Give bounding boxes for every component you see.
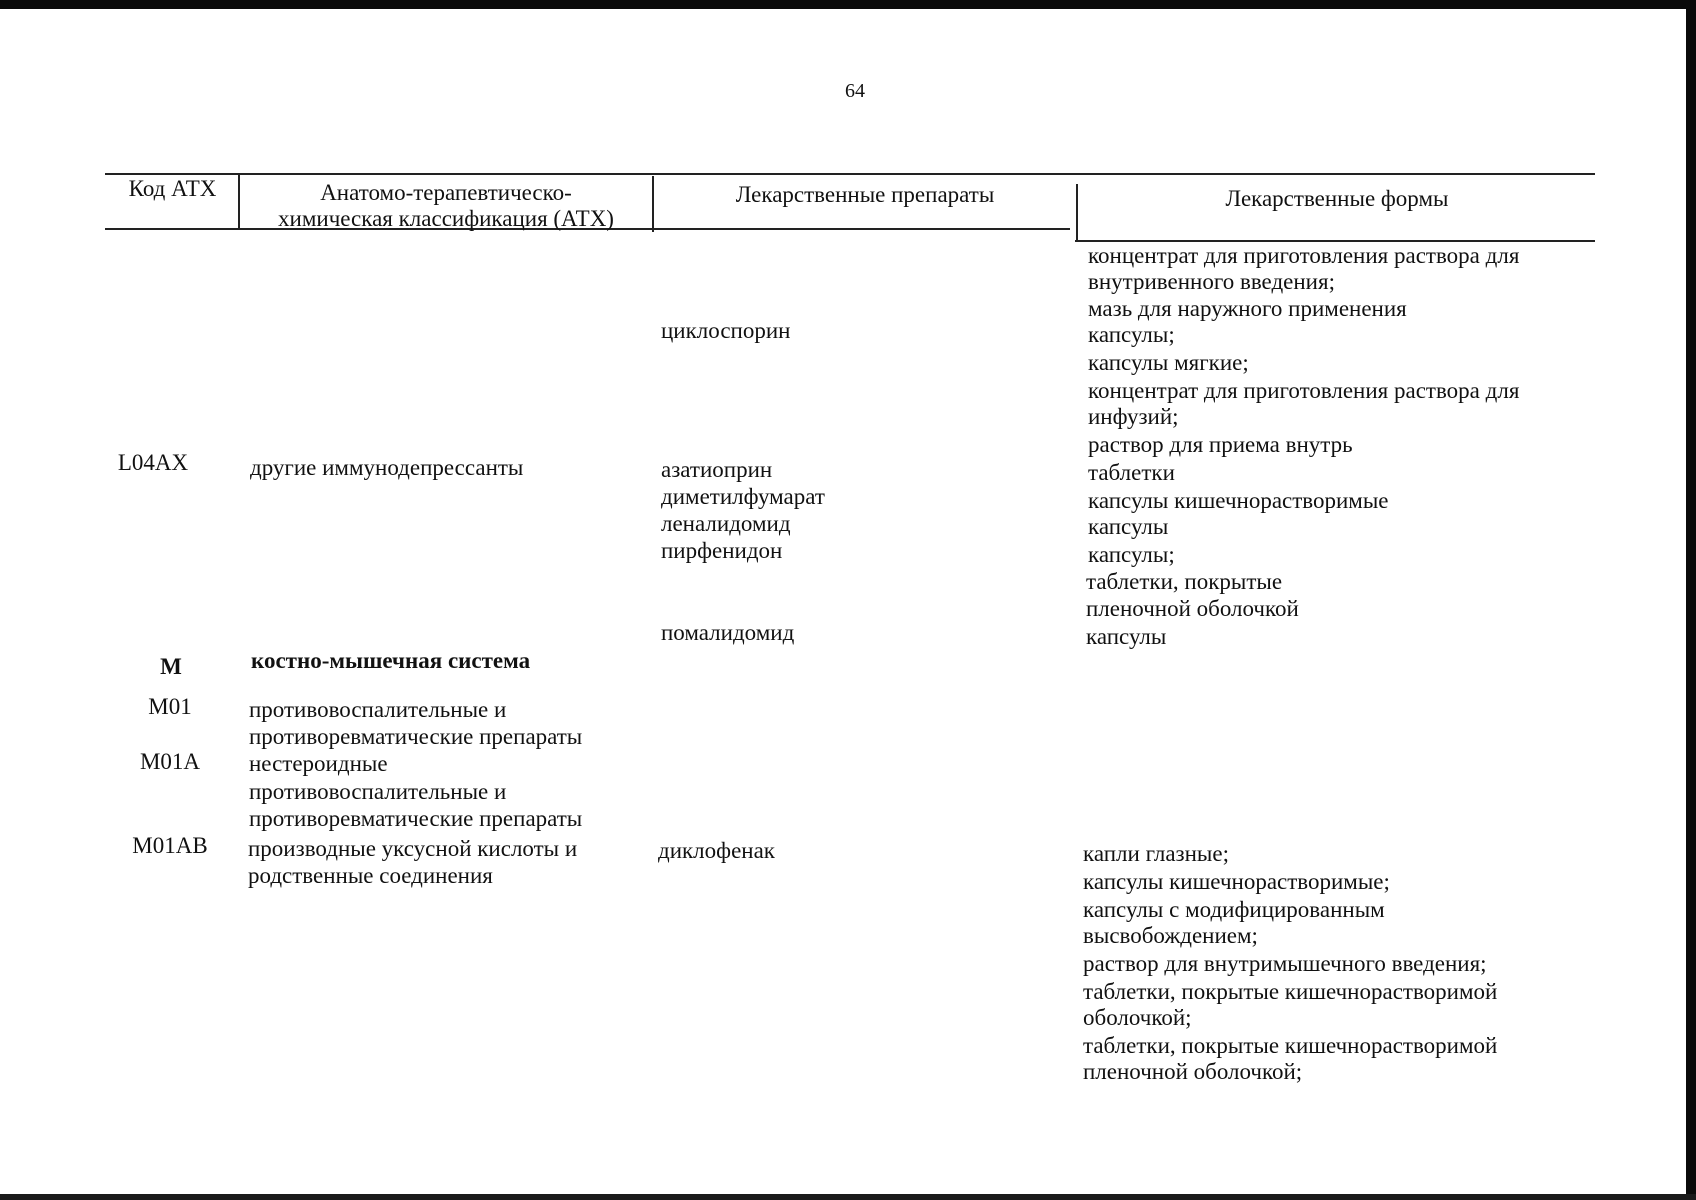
diclofenac-form-7: оболочкой; (1083, 1005, 1192, 1030)
diclofenac-form-1: капли глазные; (1083, 841, 1229, 866)
forms-prev-line1: концентрат для приготовления раствора для (1088, 243, 1520, 268)
drug-dimethyl-fumarate: диметилфумарат (661, 484, 825, 509)
pirfenidone-form-3: пленочной оболочкой (1086, 596, 1299, 621)
name-m01a-line1: нестероидные (249, 751, 388, 776)
name-m: костно-мышечная система (251, 648, 531, 673)
dimethyl-fumarate-form-1: капсулы кишечнорастворимые (1088, 488, 1389, 513)
diclofenac-form-4: высвобождением; (1083, 923, 1258, 948)
pirfenidone-form-1: капсулы; (1088, 542, 1175, 567)
forms-prev-line2: внутривенного введения; (1088, 269, 1335, 294)
scan-border-bottom (0, 1194, 1696, 1200)
drug-azathioprine: азатиоприн (661, 457, 773, 482)
name-m01a-line2: противовоспалительные и (249, 779, 507, 804)
cyclosporine-form-2: капсулы мягкие; (1088, 350, 1249, 375)
scan-border-top (0, 0, 1696, 9)
cyclosporine-form-4: инфузий; (1088, 404, 1179, 429)
cyclosporine-form-5: раствор для приема внутрь (1088, 432, 1353, 457)
page-number: 64 (845, 80, 865, 102)
diclofenac-form-6: таблетки, покрытые кишечнорастворимой (1083, 979, 1498, 1004)
diclofenac-form-2: капсулы кишечнорастворимые; (1083, 869, 1390, 894)
header-divider-3 (1076, 184, 1078, 240)
header-drugs: Лекарственные препараты (735, 182, 995, 207)
diclofenac-form-3: капсулы с модифицированным (1083, 897, 1385, 922)
code-m: М (160, 654, 182, 679)
drug-lenalidomide: леналидомид (661, 511, 791, 536)
pomalidomide-form-1: капсулы (1086, 624, 1167, 649)
name-m01a-line3: противоревматические препараты (249, 806, 583, 831)
header-dosage-forms: Лекарственные формы (1225, 186, 1449, 211)
diclofenac-form-9: пленочной оболочкой; (1083, 1059, 1303, 1084)
header-divider-2 (652, 176, 654, 232)
scan-border-right (1686, 0, 1696, 1200)
code-l04ax: L04AX (117, 450, 189, 475)
name-m01-line2: противоревматические препараты (249, 724, 583, 749)
header-atx-classification-line1: Анатомо-терапевтическо- (320, 180, 572, 205)
lenalidomide-form-1: капсулы (1088, 514, 1169, 539)
header-top-rule (105, 173, 1595, 175)
name-m01-line1: противовоспалительные и (249, 697, 507, 722)
code-m01ab: М01АВ (132, 833, 208, 858)
name-l04ax: другие иммунодепрессанты (250, 455, 524, 480)
cyclosporine-form-1: капсулы; (1088, 322, 1175, 347)
cyclosporine-form-3: концентрат для приготовления раствора для (1088, 378, 1520, 403)
header-divider-1 (238, 173, 240, 229)
drug-pirfenidone: пирфенидон (661, 538, 783, 563)
code-m01: М01 (148, 694, 192, 719)
header-atx-classification-line2: химическая классификация (АТХ) (278, 206, 614, 231)
diclofenac-form-5: раствор для внутримышечного введения; (1083, 951, 1487, 976)
header-bottom-rule-right (1075, 240, 1595, 242)
code-m01a: М01А (139, 749, 201, 774)
forms-prev-line3: мазь для наружного применения (1088, 296, 1407, 321)
drug-diclofenac: диклофенак (658, 838, 775, 863)
drug-pomalidomide: помалидомид (661, 620, 795, 645)
pirfenidone-form-2: таблетки, покрытые (1086, 569, 1283, 594)
azathioprine-form-1: таблетки (1088, 460, 1175, 485)
name-m01ab-line1: производные уксусной кислоты и (248, 836, 578, 861)
drug-cyclosporine: циклоспорин (661, 318, 791, 343)
diclofenac-form-8: таблетки, покрытые кишечнорастворимой (1083, 1033, 1498, 1058)
header-code-atx: Код АТХ (128, 176, 217, 201)
name-m01ab-line2: родственные соединения (248, 863, 493, 888)
